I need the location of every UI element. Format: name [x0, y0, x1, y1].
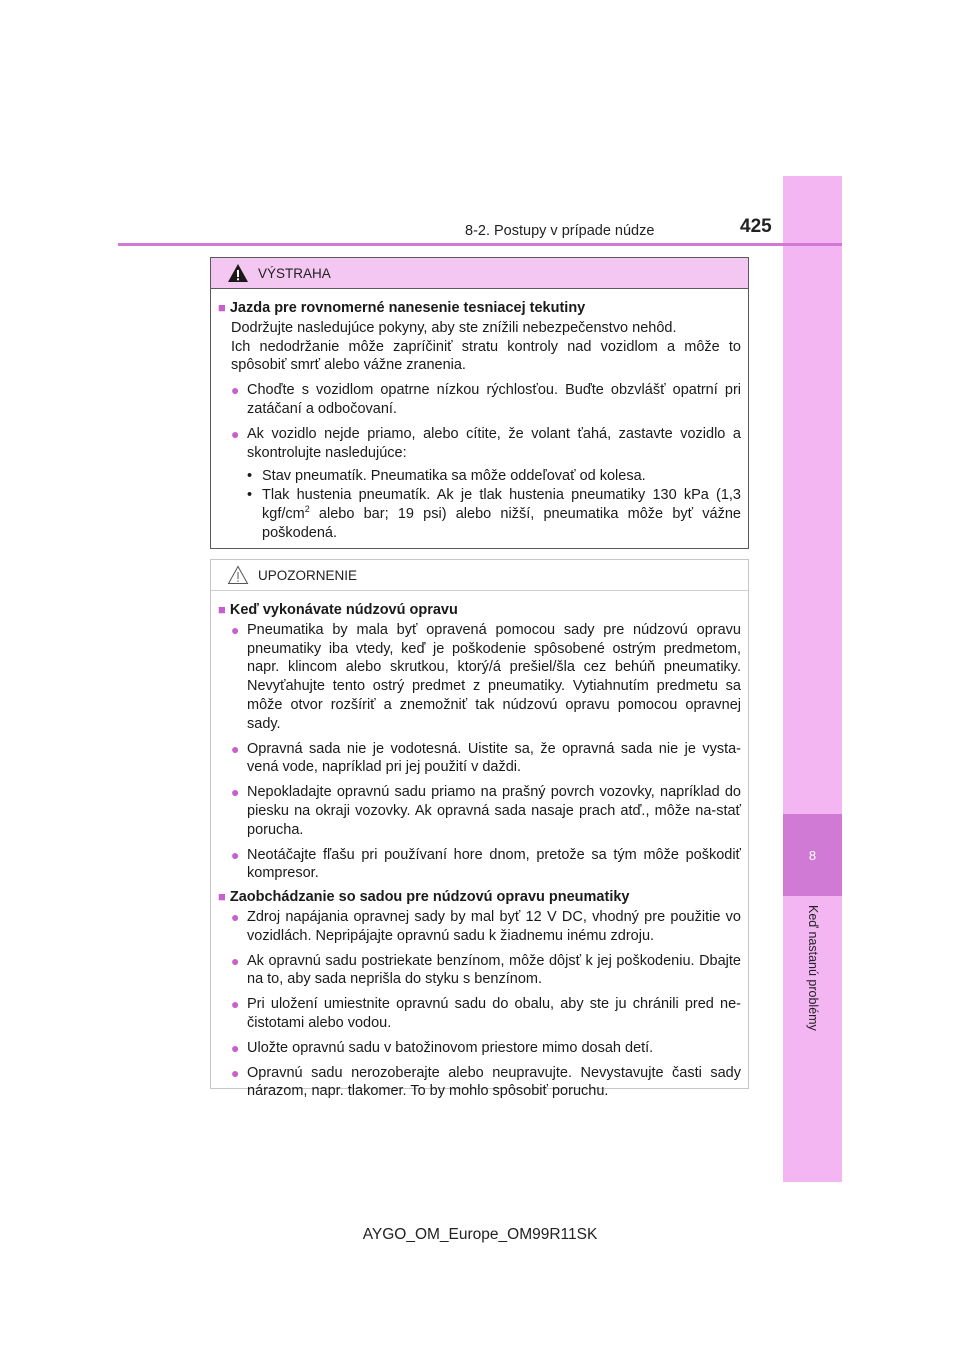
square-bullet-icon: ■ — [218, 602, 226, 617]
caution-bullet-text: Nepokladajte opravnú sadu priamo na prašný povrch vozovky, napríklad do piesku na okraji vozovky. Ak opravná sada nasaje prach atď., môže na-stať porucha. — [247, 784, 741, 838]
warning-title: VÝSTRAHA — [258, 265, 331, 281]
caution-bullet — [218, 995, 741, 1033]
warning-bullet — [218, 381, 741, 419]
dot-bullet-icon: ● — [231, 952, 240, 969]
caution-bullet-text: Uložte opravnú sadu v batožinovom priestore mimo dosah detí. — [247, 1039, 654, 1056]
caution-bullet-text: Ak opravnú sadu postriekate benzínom, môže dôjsť k jej poškodeniu. Dbajte na to, aby sada neprišla do styku s benzínom. — [247, 952, 741, 988]
sub-bullet-icon: • — [247, 487, 253, 504]
caution-bullet-text: Opravná sada nie je vodotesná. Uistite sa, že opravná sada nie je vysta-vená vode, napríklad pri jej použití v daždi. — [247, 740, 741, 776]
dot-bullet-icon: ● — [231, 908, 240, 925]
warning-heading — [218, 299, 741, 318]
caution-header — [211, 560, 748, 591]
sub-bullet-icon: • — [247, 468, 253, 485]
superscript-2: 2 — [304, 504, 310, 515]
chapter-title: Keď nastanú problémy — [806, 905, 820, 1031]
warning-bullet-text: Ak vozidlo nejde priamo, alebo cítite, že volant ťahá, zastavte vozidlo a skontrolujte nasledujúce: — [247, 425, 741, 461]
caution-bullet-text: Neotáčajte fľašu pri používaní hore dnom, pretože sa tým môže poškodiť kompresor. — [247, 846, 741, 882]
dot-bullet-icon: ● — [231, 784, 240, 801]
page-number: 425 — [740, 216, 772, 237]
caution-bullet — [218, 952, 741, 990]
dot-bullet-icon: ● — [231, 621, 240, 638]
caution-bullet-text: Zdroj napájania opravnej sady by mal byť 12 V DC, vhodný pre použitie vo vozidlách. Nepripájajte opravnú sadu k žiadnemu inému zdroju. — [247, 908, 741, 944]
caution-box — [210, 559, 749, 1100]
warning-subitem-text — [262, 486, 741, 542]
caution-bullet — [218, 908, 741, 946]
caution-bullet — [218, 1039, 741, 1058]
caution-bullet — [218, 846, 741, 884]
warning-bullet-text: Choďte s vozidlom opatrne nízkou rýchlosťou. Buďte obzvlášť opatrní pri zatáčaní a odbočovaní. — [247, 382, 741, 417]
caution-bullet-text: Opravnú sadu nerozoberajte alebo neupravujte. Nevystavujte časti sady nárazom, napr. tlakomer. To by mohlo spôsobiť poruchu. — [247, 1064, 741, 1100]
pressure-text-a: Tlak hustenia pneumatík. Ak je tlak hustenia pneumatiky 130 kPa (1,3 kgf/cm — [262, 487, 741, 522]
caution-heading — [218, 601, 741, 620]
pressure-text-b: alebo bar; 19 psi) alebo nižší, pneumatika môže byť vážne poškodená. — [262, 505, 741, 541]
warning-intro-1: Dodržujte nasledujúce pokyny, aby ste znížili nebezpečenstvo nehôd. — [231, 319, 677, 336]
square-bullet-icon: ■ — [218, 889, 226, 905]
warning-heading-text: Jazda pre rovnomerné nanesenie tesniacej tekutiny — [229, 300, 586, 316]
caution-bullet — [218, 740, 741, 778]
warning-header — [211, 258, 748, 289]
warning-bullet — [218, 425, 741, 463]
caution-triangle-icon — [227, 565, 249, 585]
dot-bullet-icon: ● — [231, 1064, 240, 1081]
footer-code: AYGO_OM_Europe_OM99R11SK — [362, 1226, 598, 1243]
warning-triangle-icon — [227, 263, 249, 283]
warning-body — [211, 289, 748, 543]
caution-bullet — [218, 621, 741, 734]
dot-bullet-icon: ● — [231, 425, 240, 442]
warning-subitem-text: Stav pneumatík. Pneumatika sa môže oddeľovať od kolesa. — [262, 468, 646, 485]
warning-subitem — [247, 467, 741, 486]
caution-heading — [218, 888, 741, 907]
chapter-number: 8 — [783, 814, 842, 896]
warning-subitems — [218, 467, 741, 542]
caution-bullet — [218, 783, 741, 839]
dot-bullet-icon: ● — [231, 740, 240, 757]
caution-heading-text: Zaobchádzanie so sadou pre núdzovú opravu pneumatiky — [229, 889, 630, 906]
warning-subitem — [247, 486, 741, 542]
caution-body — [211, 591, 748, 1101]
caution-bullet — [218, 1064, 741, 1102]
caution-bullet-text: Pri uložení umiestnite opravnú sadu do obalu, aby ste ju chránili pred ne-čistotami alebo vodou. — [247, 996, 741, 1031]
square-bullet-icon: ■ — [218, 300, 226, 315]
warning-intro-2: Ich nedodržanie môže zapríčiniť stratu kontroly nad vozidlom a môže to spôsobiť smrť alebo vážne zranenia. — [231, 338, 741, 374]
dot-bullet-icon: ● — [231, 846, 240, 863]
header-rule — [118, 243, 842, 246]
warning-box — [210, 257, 749, 549]
section-title: 8-2. Postupy v prípade núdze — [465, 223, 655, 239]
dot-bullet-icon: ● — [231, 996, 240, 1013]
dot-bullet-icon: ● — [231, 1039, 240, 1056]
dot-bullet-icon: ● — [231, 382, 240, 399]
caution-bullet-text: Pneumatika by mala byť opravená pomocou sady pre núdzovú opravu pneumatiky iba vtedy, keď je poškodenie spôsobené ostrým predmetom, napr. klincom alebo skrutkou, ktorý/á prešiel/šla cez behúň pneumatiky. Nevyťahujte tento ostrý predmet z pneumatiky. Vytiahnutím predmetu sa môže otvor rozšíriť a znemožniť tak núdzovú opravu pomocou opravnej sady. — [247, 621, 741, 732]
caution-title: UPOZORNENIE — [258, 567, 358, 583]
caution-heading-text: Keď vykonávate núdzovú opravu — [229, 602, 458, 618]
